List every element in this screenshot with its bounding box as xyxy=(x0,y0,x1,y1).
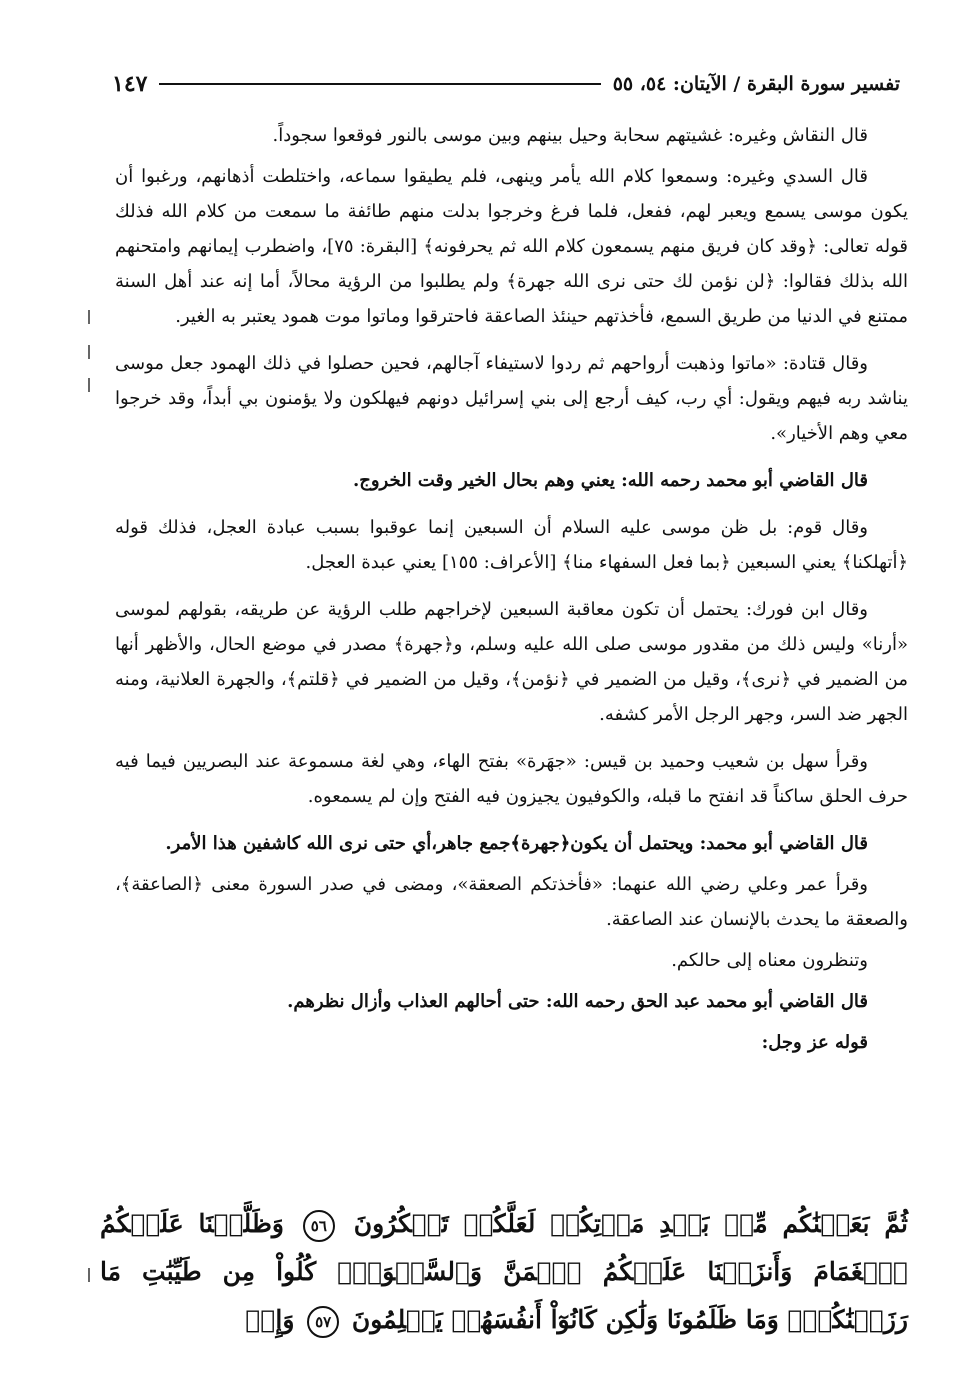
paragraph-umar-ali: وقرأ عمر وعلي رضي الله عنهما: «فأخذتكم الصعقة»، ومضى في صدر السورة معنى ﴿الصاعقة﴾، والصعقة ما يحدث بالإنسان عند الصاعقة. xyxy=(115,874,908,930)
paragraph-qatada: وقال قتادة: «ماتوا وذهبت أرواحهم ثم ردوا لاستيفاء آجالهم، فحين حصلوا في ذلك الهمود جعل موسى يناشد ربه فيهم ويقول: أي رب، كيف أرجع إلى بني إسرائيل دونهم فيهلكون ولا يؤمنون بي أبداً، وقد خرجوا معي وهم الأخيار». xyxy=(115,353,908,444)
running-title: تفسير سورة البقرة / الآيتان: ٥٤، ٥٥ xyxy=(612,73,900,95)
paragraph-qawluhu: قوله عز وجل: xyxy=(761,1032,868,1053)
margin-mark xyxy=(88,1268,90,1282)
margin-mark xyxy=(88,378,90,392)
paragraph-qawm: وقال قوم: بل ظن موسى عليه السلام أن السبعين إنما عوقبوا بسبب عبادة العجل، فذلك قوله ﴿أتهلكنا﴾ يعني السبعين ﴿بما فعل السفهاء منا﴾ [الأعراف: ١٥٥] يعني عبدة العجل. xyxy=(115,517,908,573)
ayah-number-56: ٥٦ xyxy=(303,1210,335,1242)
verse-57: وَظَلَّلۡنَا عَلَيۡكُمُ ٱلۡغَمَامَ وَأَنزَلۡنَا عَلَيۡكُمُ ٱلۡمَنَّ وَٱلسَّلۡوَىٰۖ كُلُواْ مِن طَيِّبَٰتِ مَا رَزَقۡنَٰكُمۡۚ وَمَا ظَلَمُونَا وَلَٰكِن كَانُوٓاْ أَنفُسَهُمۡ يَظۡلِمُونَ xyxy=(100,1209,908,1334)
quran-verses xyxy=(100,1200,908,1344)
paragraph-qadi-3: قال القاضي أبو محمد عبد الحق رحمه الله: حتى أحالهم العذاب وأزال نظرهم. xyxy=(287,991,868,1012)
paragraph-tanzurun: وتنظرون معناه إلى حالكم. xyxy=(671,950,868,971)
page-number: ١٤٧ xyxy=(112,71,148,97)
paragraph-qadi-1: قال القاضي أبو محمد رحمه الله: يعني وهم بحال الخير وقت الخروج. xyxy=(352,470,868,491)
verse-56: ثُمَّ بَعَثۡنَٰكُم مِّنۢ بَعۡدِ مَوۡتِكُمۡ لَعَلَّكُمۡ تَشۡكُرُونَ xyxy=(353,1209,908,1238)
ayah-number-57: ٥٧ xyxy=(307,1306,339,1338)
margin-mark xyxy=(88,310,90,324)
commentary-body xyxy=(115,118,908,1066)
paragraph-qadi-2: قال القاضي أبو محمد: ويحتمل أن يكون﴿جهرة﴾جمع جاهر،أي حتى نرى الله كاشفين هذا الأمر. xyxy=(165,833,868,854)
paragraph-suddi: قال السدي وغيره: وسمعوا كلام الله يأمر وينهى، فلم يطيقوا سماعه، واختلطت أذهانهم، ورغبوا أن يكون موسى يسمع ويعبر لهم، ففعل، فلما فرغ وخرجوا بدلت منهم طائفة ما سمعت من كلام الله فذلك قوله تعالى: ﴿وقد كان فريق منهم يسمعون كلام الله ثم يحرفونه﴾ [البقرة: ٧٥]، واضطرب إيمانهم وامتحنهم الله بذلك فقالوا: ﴿لن نؤمن لك حتى نرى الله جهرة﴾ ولم يطلبوا من الرؤية محالاً، أما إنه عند أهل السنة ممتنع في الدنيا من طريق السمع، فأخذتهم حينئذ الصاعقة فاحترقوا وماتوا موت همود يعتبر به الغير. xyxy=(115,166,908,327)
margin-mark xyxy=(88,345,90,359)
paragraph-sahl: وقرأ سهل بن شعيب وحميد بن قيس: «جهَرة» بفتح الهاء، وهي لغة مسموعة عند البصريين فيما فيه حرف الحلق ساكناً قد انفتح ما قبله، والكوفيون يجيزون فيه الفتح وإن لم يسمعوه. xyxy=(115,751,908,807)
header-rule xyxy=(159,83,600,85)
paragraph-naqqash: قال النقاش وغيره: غشيتهم سحابة وحيل بينهم وبين موسى بالنور فوقعوا سجوداً. xyxy=(272,125,868,146)
paragraph-ibn-furak: وقال ابن فورك: يحتمل أن تكون معاقبة السبعين لإخراجهم طلب الرؤية عن طريقه، بقولهم لموسى «أرنا» وليس ذلك من مقدور موسى صلى الله عليه وسلم، و﴿جهرة﴾ مصدر في موضع الحال، والأظهر أنها من الضمير في ﴿نرى﴾، وقيل من الضمير في ﴿نؤمن﴾، وقيل من الضمير في ﴿قلتم﴾، والجهرة العلانية، ومنه الجهر ضد السر، وجهر الرجل الأمر كشفه. xyxy=(115,599,908,725)
page-header xyxy=(112,64,900,104)
verse-58-start: وَإِذۡ xyxy=(245,1305,295,1334)
